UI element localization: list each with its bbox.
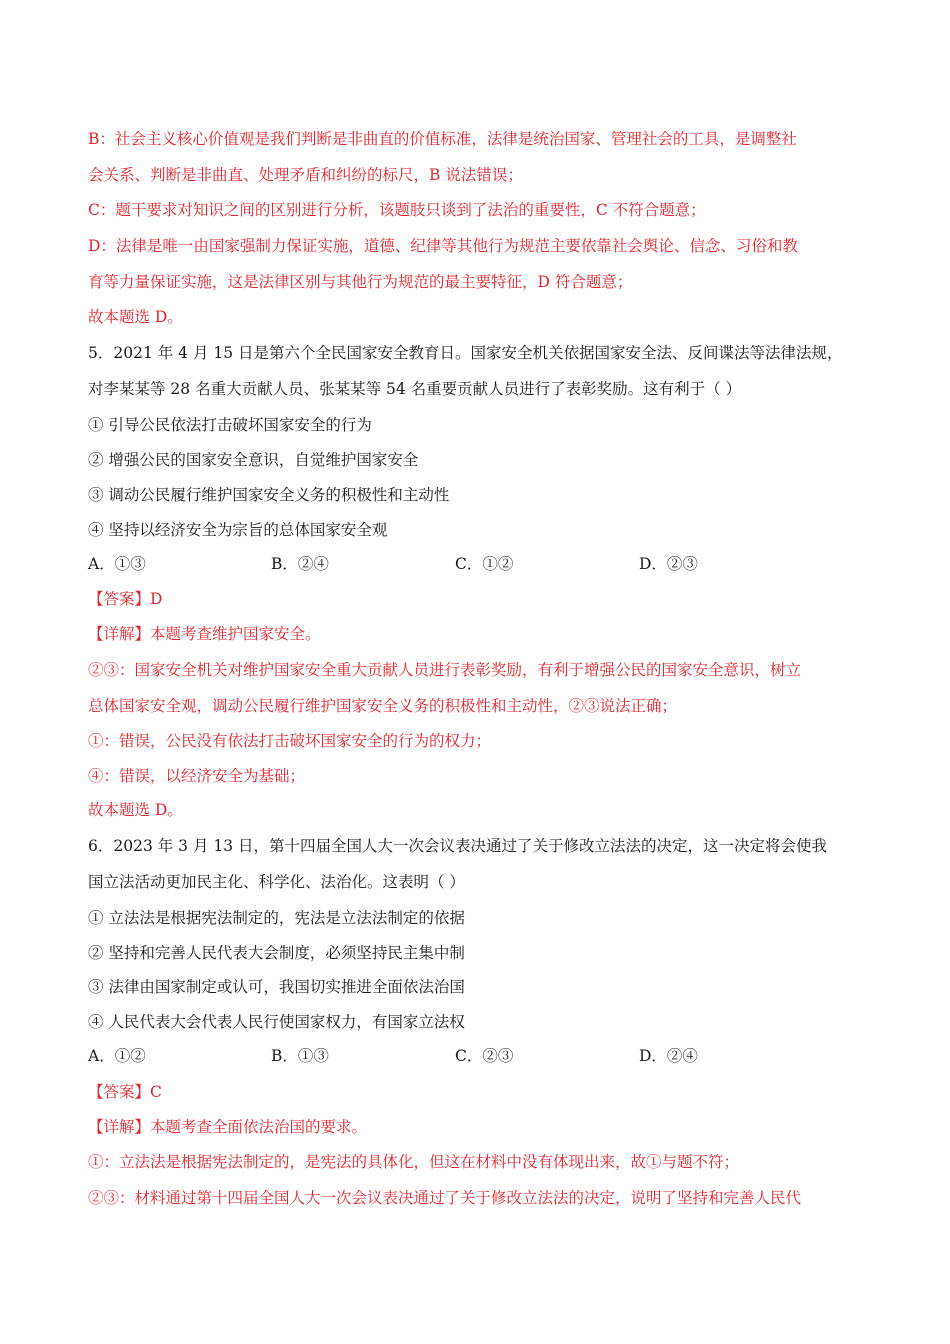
q5-stem-line-2: 对李某某等 28 名重大贡献人员、张某某等 54 名重要贡献人员进行了表彰奖励。这有利于（ ） — [88, 380, 742, 398]
q6-item-2: ② 坚持和完善人民代表大会制度，必须坚持民主集中制 — [88, 944, 465, 962]
q5-item-1: ① 引导公民依法打击破坏国家安全的行为 — [88, 416, 372, 434]
q6-option-a: A．①② — [88, 1047, 146, 1065]
q6-stem-line-2: 国立法活动更加民主化、科学化、法治化。这表明（ ） — [88, 873, 465, 891]
q6-analysis-title: 【详解】本题考查全面依法治国的要求。 — [88, 1118, 368, 1136]
explanation-b-line-1: B：社会主义核心价值观是我们判断是非曲直的价值标准，法律是统治国家、管理社会的工具，是调整社 — [88, 130, 797, 148]
q5-analysis-line-3: ①：错误，公民没有依法打击破坏国家安全的行为的权力； — [88, 732, 492, 750]
q6-item-4: ④ 人民代表大会代表人民行使国家权力，有国家立法权 — [88, 1013, 465, 1031]
q6-option-b: B．①③ — [271, 1047, 329, 1065]
explanation-b-line-2: 会关系、判断是非曲直、处理矛盾和纠纷的标尺，B 说法错误； — [88, 166, 523, 184]
q6-item-3: ③ 法律由国家制定或认可，我国切实推进全面依法治国 — [88, 978, 465, 996]
q5-option-d: D．②③ — [639, 555, 698, 573]
q5-analysis-line-4: ④：错误，以经济安全为基础； — [88, 767, 306, 785]
q6-analysis-line-1: ①：立法法是根据宪法制定的，是宪法的具体化，但这在材料中没有体现出来，故①与题不符； — [88, 1153, 740, 1171]
q5-option-c: C．①② — [455, 555, 514, 573]
q5-answer: 【答案】D — [88, 590, 163, 608]
q6-option-d: D．②④ — [639, 1047, 698, 1065]
explanation-c-line: C：题干要求对知识之间的区别进行分析，该题肢只谈到了法治的重要性，C 不符合题意； — [88, 201, 706, 219]
q6-option-c: C．②③ — [455, 1047, 514, 1065]
q5-stem-line-1: 5．2021 年 4 月 15 日是第六个全民国家安全教育日。国家安全机关依据国家安全法、反间谍法等法律法规， — [88, 344, 843, 362]
q5-option-b: B．②④ — [271, 555, 329, 573]
q5-item-3: ③ 调动公民履行维护国家安全义务的积极性和主动性 — [88, 486, 450, 504]
q5-item-4: ④ 坚持以经济安全为宗旨的总体国家安全观 — [88, 521, 388, 539]
explanation-d-line-1: D：法律是唯一由国家强制力保证实施，道德、纪律等其他行为规范主要依靠社会舆论、信念、习俗和教 — [88, 237, 798, 255]
q6-stem-line-1: 6．2023 年 3 月 13 日，第十四届全国人大一次会议表决通过了关于修改立法法的决定，这一决定将会使我 — [88, 837, 828, 855]
explanation-d-line-2: 育等力量保证实施，这是法律区别与其他行为规范的最主要特征，D 符合题意； — [88, 273, 633, 291]
q6-analysis-line-2: ②③：材料通过第十四届全国人大一次会议表决通过了关于修改立法法的决定，说明了坚持和完善人民代 — [88, 1189, 802, 1207]
explanation-conclusion: 故本题选 D。 — [88, 308, 183, 326]
q5-analysis-line-2: 总体国家安全观，调动公民履行维护国家安全义务的积极性和主动性，②③说法正确； — [88, 697, 678, 715]
q5-option-a: A．①③ — [88, 555, 146, 573]
q5-analysis-line-1: ②③：国家安全机关对维护国家安全重大贡献人员进行表彰奖励，有利于增强公民的国家安全意识，树立 — [88, 661, 802, 679]
q5-conclusion: 故本题选 D。 — [88, 801, 183, 819]
q6-item-1: ① 立法法是根据宪法制定的，宪法是立法法制定的依据 — [88, 909, 465, 927]
q6-answer: 【答案】C — [88, 1083, 162, 1101]
q5-item-2: ② 增强公民的国家安全意识，自觉维护国家安全 — [88, 451, 419, 469]
q5-analysis-title: 【详解】本题考查维护国家安全。 — [88, 625, 321, 643]
